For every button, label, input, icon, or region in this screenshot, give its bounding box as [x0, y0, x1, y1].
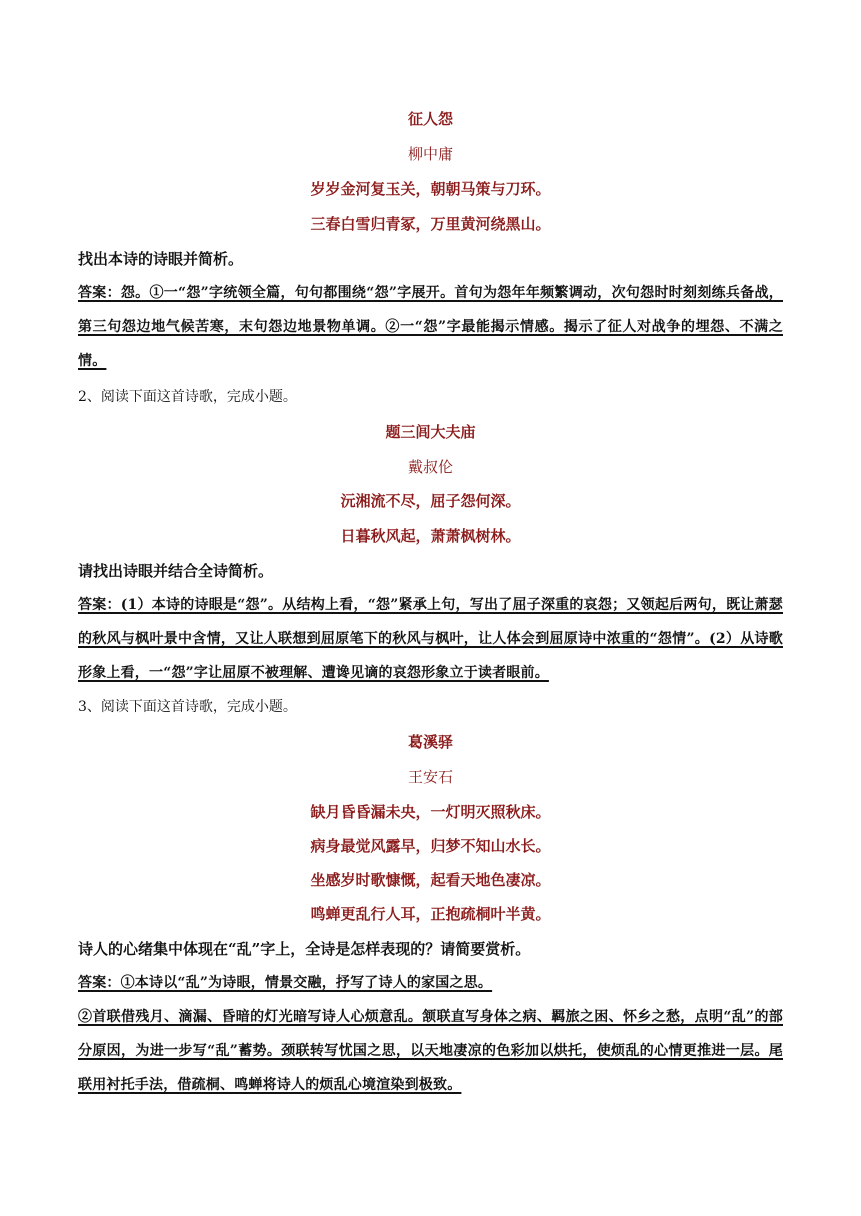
poem2-line-2: 日暮秋风起，萧萧枫树林。: [340, 527, 521, 545]
poem3-answer-2: ②首联借残月、滴漏、昏暗的灯光暗写诗人心烦意乱。颔联直写身体之病、羁旅之困、怀乡之愁，点明“乱”的部分原因，为进一步写“乱”蓄势。颈联转写忧国之思，以天地凄凉的色彩加以烘托，使烦乱的心情更推进一层。尾联用衬托手法，借疏桐、鸣蝉将诗人的烦乱心境渲染到极致。: [78, 1009, 783, 1093]
poem1-author: 柳中庸: [407, 145, 453, 163]
poem3-line-2: 病身最觉风露早，归梦不知山水长。: [310, 837, 551, 855]
poem3-line-1: 缺月昏昏漏未央，一灯明灭照秋床。: [310, 803, 551, 821]
poem3-line-3: 坐感岁时歌慷慨，起看天地色凄凉。: [310, 871, 551, 889]
question-2-intro: 2、阅读下面这首诗歌，完成小题。: [78, 389, 297, 405]
poem2-title: 题三闾大夫庙: [385, 423, 476, 441]
poem2-question: 请找出诗眼并结合全诗简析。: [78, 562, 274, 580]
question-3-intro: 3、阅读下面这首诗歌，完成小题。: [78, 699, 297, 715]
poem1-line-2: 三春白雪归青冢，万里黄河绕黑山。: [310, 215, 551, 233]
poem3-author: 王安石: [407, 768, 453, 786]
poem3-title: 葛溪驿: [407, 733, 453, 751]
poem2-answer: 答案：(1）本诗的诗眼是“怨”。从结构上看，“怨”紧承上句，写出了屈子深重的哀怨；又领起后两句，既让萧瑟的秋风与枫叶景中含情，又让人联想到屈原笔下的秋风与枫叶，让人体会到屈原诗中浓重的“怨情”。(2）从诗歌形象上看，一“怨”字让屈原不被理解、遭谗见谪的哀怨形象立于读者眼前。: [78, 597, 783, 681]
poem3-question: 诗人的心绪集中体现在“乱”字上，全诗是怎样表现的？请简要赏析。: [78, 940, 531, 958]
poem3-line-4: 鸣蝉更乱行人耳，正抱疏桐叶半黄。: [310, 905, 551, 923]
poem3-answer-1: 答案：①本诗以“乱”为诗眼，情景交融，抒写了诗人的家国之思。: [78, 975, 493, 991]
poem2-line-1: 沅湘流不尽，屈子怨何深。: [340, 492, 521, 510]
poem1-title: 征人怨: [407, 110, 453, 128]
poem1-answer: 答案：怨。①一“怨”字统领全篇，句句都围绕“怨”字展开。首句为怨年年频繁调动，次句怨时时刻刻练兵备战，第三句怨边地气候苦寒，末句怨边地景物单调。②一“怨”字最能揭示情感。揭示了征人对战争的埋怨、不满之情。: [78, 285, 783, 369]
poem1-line-1: 岁岁金河复玉关，朝朝马策与刀环。: [310, 180, 551, 198]
poem2-author: 戴叔伦: [407, 458, 453, 476]
poem1-question: 找出本诗的诗眼并简析。: [78, 250, 244, 268]
